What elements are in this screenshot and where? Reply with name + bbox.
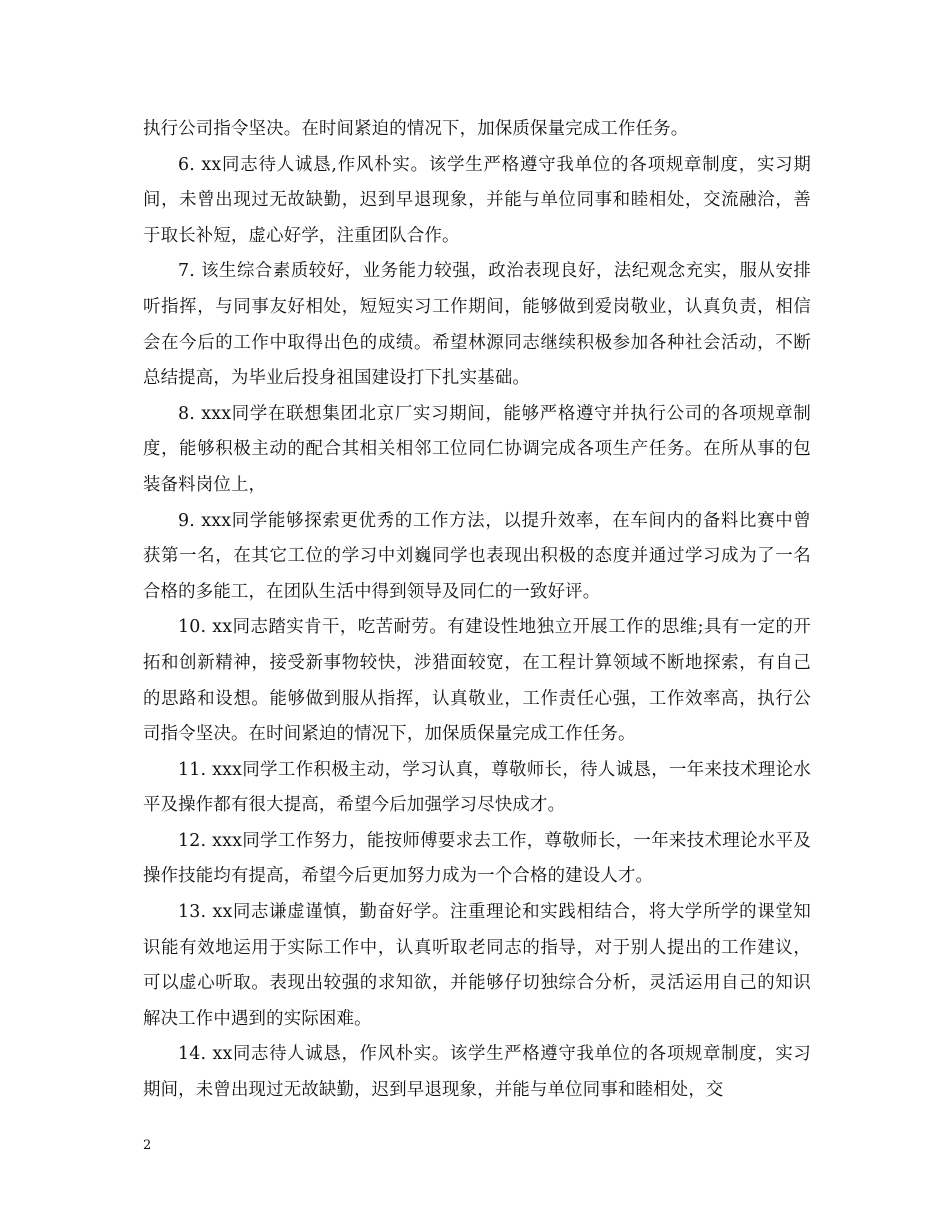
paragraph-item-9: 9. xxx同学能够探索更优秀的工作方法，以提升效率，在车间内的备料比赛中曾获第一名，在其它工位的学习中刘巍同学也表现出积极的态度并通过学习成为了一名合格的多能工，在团队生活中得到领导及同仁的一致好评。 (143, 510, 811, 602)
paragraph-item-8: 8. xxx同学在联想集团北京厂实习期间，能够严格遵守并执行公司的各项规章制度，能够积极主动的配合其相关相邻工位同仁协调完成各项生产任务。在所从事的包装备料岗位上， (143, 403, 811, 495)
document-body (143, 112, 811, 1109)
page-number: 2 (143, 1138, 152, 1153)
paragraph-item-14: 14. xx同志待人诚恳，作风朴实。该学生严格遵守我单位的各项规章制度，实习期间，未曾出现过无故缺勤，迟到早退现象，并能与单位同事和睦相处，交 (143, 1044, 811, 1101)
paragraph-item-11: 11. xxx同学工作积极主动，学习认真，尊敬师长，待人诚恳，一年来技术理论水平及操作都有很大提高，希望今后加强学习尽快成才。 (143, 759, 811, 816)
paragraph-continuation: 执行公司指令坚决。在时间紧迫的情况下，加保质保量完成工作任务。 (143, 119, 689, 139)
paragraph-item-6: 6. xx同志待人诚恳,作风朴实。该学生严格遵守我单位的各项规章制度，实习期间，未曾出现过无故缺勤，迟到早退现象，并能与单位同事和睦相处，交流融洽，善于取长补短，虚心好学，注重团队合作。 (143, 154, 811, 246)
paragraph-item-13: 13. xx同志谦虚谨慎，勤奋好学。注重理论和实践相结合，将大学所学的课堂知识能有效地运用于实际工作中，认真听取老同志的指导，对于别人提出的工作建议，可以虚心听取。表现出较强的求知欲，并能够仔切独综合分析，灵活运用自己的知识解决工作中遇到的实际困难。 (143, 902, 811, 1029)
paragraph-item-12: 12. xxx同学工作努力，能按师傅要求去工作，尊敬师长，一年来技术理论水平及操作技能均有提高，希望今后更加努力成为一个合格的建设人才。 (143, 830, 811, 887)
paragraph-item-10: 10. xx同志踏实肯干，吃苦耐劳。有建设性地独立开展工作的思维;具有一定的开拓和创新精神，接受新事物较快，涉猎面较宽，在工程计算领域不断地探索，有自己的思路和设想。能够做到服从指挥，认真敬业，工作责任心强，工作效率高，执行公司指令坚决。在时间紧迫的情况下，加保质保量完成工作任务。 (143, 617, 811, 745)
paragraph-item-7: 7. 该生综合素质较好，业务能力较强，政治表现良好，法纪观念充实，服从安排听指挥，与同事友好相处，短短实习工作期间，能够做到爱岗敬业，认真负责，相信会在今后的工作中取得出色的成绩。希望林源同志继续积极参加各种社会活动，不断总结提高，为毕业后投身祖国建设打下扎实基础。 (143, 261, 811, 389)
